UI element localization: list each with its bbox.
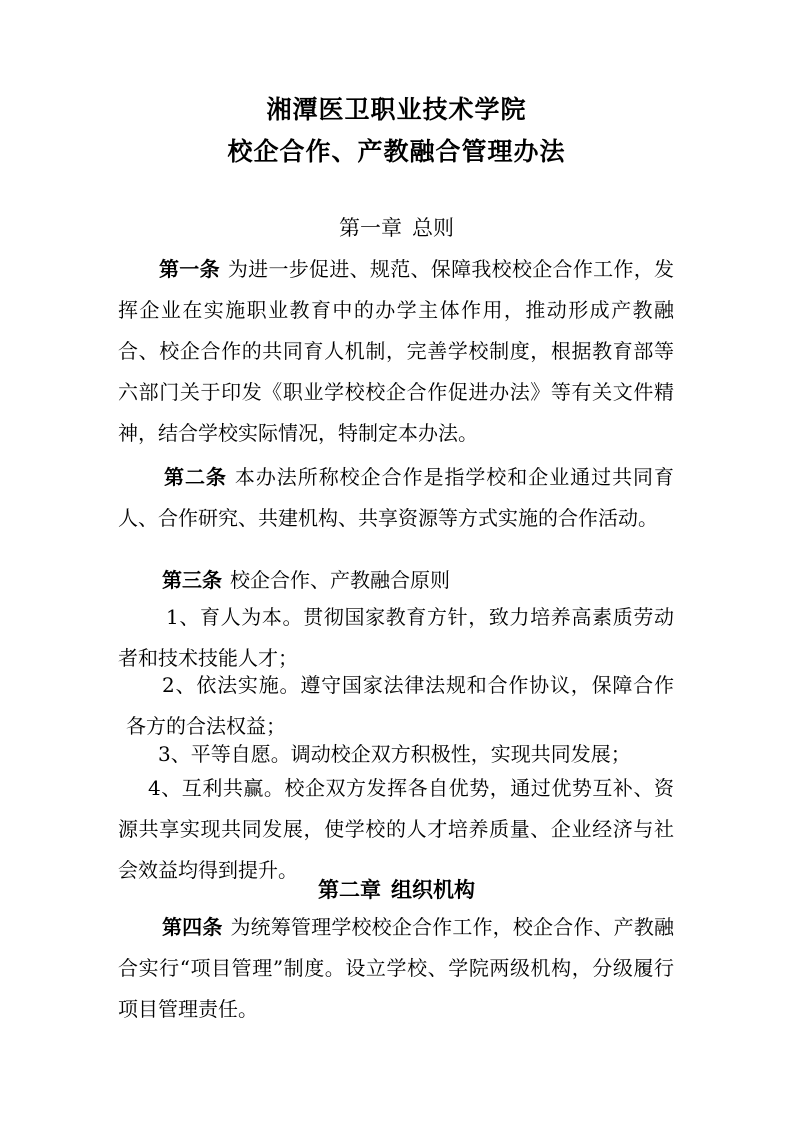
article-text: 为进一步促进、规范、保障我校校企合作工作，发挥企业在实施职业教育中的办学主体作用，推动形成产教融合、校企合作的共同育人机制，完善学校制度，根据教育部等六部门关于印发《职业学校校企合作促进办法》等有关文件精神，结合学校实际情况，特制定本办法。 — [118, 257, 674, 445]
chapter-name: 组织机构 — [391, 878, 475, 902]
article-1 — [118, 249, 674, 454]
article-label: 第二条 — [164, 465, 227, 489]
chapter-number: 第一章 — [339, 216, 402, 240]
chapter-name: 总则 — [412, 216, 454, 240]
article-2 — [118, 457, 674, 539]
chapter-heading-2 — [0, 877, 793, 903]
document-title-line2: 校企合作、产教融合管理办法 — [227, 137, 566, 166]
document-title-line1: 湘潭医卫职业技术学院 — [266, 95, 527, 124]
article-label: 第四条 — [162, 915, 223, 939]
article-text: 为统筹管理学校校企合作工作，校企合作、产教融合实行“项目管理”制度。设立学校、学院两级机构，分级履行项目管理责任。 — [118, 915, 674, 1021]
principle-2: 2、依法实施。遵守国家法律法规和合作协议，保障合作各方的合法权益； — [126, 673, 674, 738]
article-text: 本办法所称校企合作是指学校和企业通过共同育人、合作研究、共建机构、共享资源等方式实施的合作活动。 — [118, 465, 675, 530]
article-4 — [118, 907, 674, 1030]
chapter-number: 第二章 — [318, 878, 381, 902]
article-label: 第三条 — [162, 568, 222, 592]
article-3 — [118, 560, 674, 601]
principle-1: 1、育人为本。贯彻国家教育方针，致力培养高素质劳动者和技术技能人才； — [118, 605, 674, 670]
article-text: 校企合作、产教融合原则 — [230, 568, 450, 592]
principle-4: 4、互利共赢。校企双方发挥各自优势，通过优势互补、资源共享实现共同发展，使学校的人才培养质量、企业经济与社会效益均得到提升。 — [118, 776, 674, 882]
principle-3: 3、平等自愿。调动校企双方积极性，实现共同发展； — [158, 742, 631, 766]
chapter-heading-1 — [0, 215, 793, 241]
article-label: 第一条 — [159, 257, 220, 281]
